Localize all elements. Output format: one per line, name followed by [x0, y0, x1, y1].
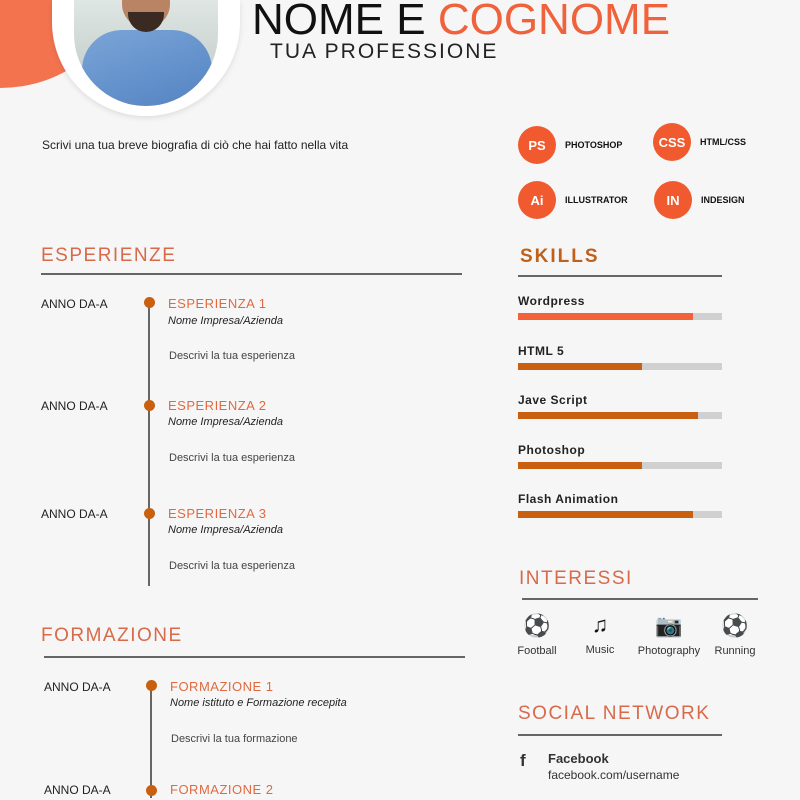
- illustrator-icon: Ai: [518, 181, 556, 219]
- skills-heading: SKILLS: [520, 246, 600, 267]
- skill-item: [518, 294, 722, 320]
- skill-item: [518, 443, 722, 469]
- interest-running: [708, 613, 762, 657]
- profile-photo: [52, 0, 240, 116]
- interest-label: Music: [585, 644, 615, 656]
- experience-heading: ESPERIENZE: [41, 245, 177, 266]
- timeline-dot: [144, 400, 155, 411]
- interest-label: Photography: [637, 645, 701, 657]
- skill-name: Flash Animation: [518, 492, 619, 506]
- social-heading: SOCIAL NETWORK: [518, 703, 711, 724]
- software-htmlcss: [653, 123, 746, 161]
- skill-bar-fill: [518, 313, 693, 320]
- experience-company: Nome Impresa/Azienda: [168, 315, 283, 327]
- timeline-dot: [144, 508, 155, 519]
- skill-name: HTML 5: [518, 343, 565, 358]
- education-title: FORMAZIONE 1: [170, 679, 274, 694]
- skill-bar: [518, 511, 722, 518]
- experience-years: ANNO DA-A: [41, 399, 108, 413]
- skill-bar: [518, 313, 722, 320]
- first-name: NOME E: [252, 0, 426, 44]
- education-desc: Descrivi la tua formazione: [171, 733, 298, 745]
- skill-bar: [518, 412, 722, 419]
- education-years: ANNO DA-A: [44, 783, 111, 797]
- experience-years: ANNO DA-A: [41, 297, 108, 311]
- skill-bar-fill: [518, 511, 693, 518]
- interest-music: [567, 612, 633, 656]
- skill-name: Jave Script: [518, 393, 588, 407]
- experience-desc: Descrivi la tua esperienza: [169, 560, 295, 572]
- interest-photography: [633, 613, 705, 657]
- interests-heading: INTERESSI: [519, 568, 633, 589]
- experience-title: ESPERIENZA 1: [168, 296, 267, 311]
- skill-name: Photoshop: [518, 442, 586, 457]
- software-label: PHOTOSHOP: [565, 140, 623, 150]
- skill-bar-fill: [518, 412, 698, 419]
- experience-years: ANNO DA-A: [41, 507, 108, 521]
- divider: [522, 598, 758, 600]
- skill-bar: [518, 462, 722, 469]
- divider: [518, 275, 722, 277]
- software-indesign: [654, 181, 745, 219]
- divider: [41, 273, 462, 275]
- education-title: FORMAZIONE 2: [170, 782, 274, 797]
- social-network-name[interactable]: Facebook: [548, 751, 609, 766]
- education-years: ANNO DA-A: [44, 680, 111, 694]
- skill-bar-fill: [518, 462, 642, 469]
- skill-bar-fill: [518, 363, 642, 370]
- skill-item: [518, 492, 722, 518]
- skill-bar: [518, 363, 722, 370]
- timeline-line: [150, 686, 152, 798]
- interest-football: [504, 613, 570, 657]
- experience-title: ESPERIENZA 2: [168, 398, 267, 413]
- software-illustrator: [518, 181, 628, 219]
- education-heading: FORMAZIONE: [41, 625, 183, 646]
- experience-desc: Descrivi la tua esperienza: [169, 350, 295, 362]
- divider: [518, 734, 722, 736]
- indesign-icon: IN: [654, 181, 692, 219]
- software-label: ILLUSTRATOR: [565, 195, 628, 205]
- education-school: Nome istituto e Formazione recepita: [170, 697, 347, 709]
- last-name: COGNOME: [437, 0, 671, 44]
- divider: [44, 656, 465, 658]
- interest-label: Football: [517, 645, 557, 657]
- timeline-dot: [146, 680, 157, 691]
- software-label: HTML/CSS: [700, 137, 746, 147]
- full-name: [252, 0, 671, 44]
- bio-text: Scrivi una tua breve biografia di ciò che hai fatto nella vita: [42, 138, 349, 152]
- timeline-dot: [144, 297, 155, 308]
- soccer-ball-icon: ⚽: [721, 613, 749, 638]
- camera-icon: 📷: [655, 613, 683, 638]
- timeline-line: [148, 303, 150, 586]
- css-icon: CSS: [653, 123, 691, 161]
- profession: TUA PROFESSIONE: [270, 40, 499, 63]
- social-handle-link[interactable]: facebook.com/username: [548, 768, 680, 782]
- timeline-dot: [146, 785, 157, 796]
- soccer-ball-icon: ⚽: [523, 613, 551, 638]
- experience-company: Nome Impresa/Azienda: [168, 416, 283, 428]
- software-label: INDESIGN: [701, 195, 745, 205]
- facebook-icon: f: [520, 751, 526, 770]
- photoshop-icon: PS: [518, 126, 556, 164]
- experience-title: ESPERIENZA 3: [168, 506, 267, 521]
- skill-name: Wordpress: [518, 294, 585, 308]
- experience-desc: Descrivi la tua esperienza: [169, 452, 295, 464]
- interest-label: Running: [714, 645, 756, 657]
- music-note-icon: ♫: [591, 612, 609, 637]
- software-photoshop: [518, 126, 622, 164]
- skill-item: [518, 393, 722, 419]
- experience-company: Nome Impresa/Azienda: [168, 524, 283, 536]
- skill-item: [518, 344, 722, 370]
